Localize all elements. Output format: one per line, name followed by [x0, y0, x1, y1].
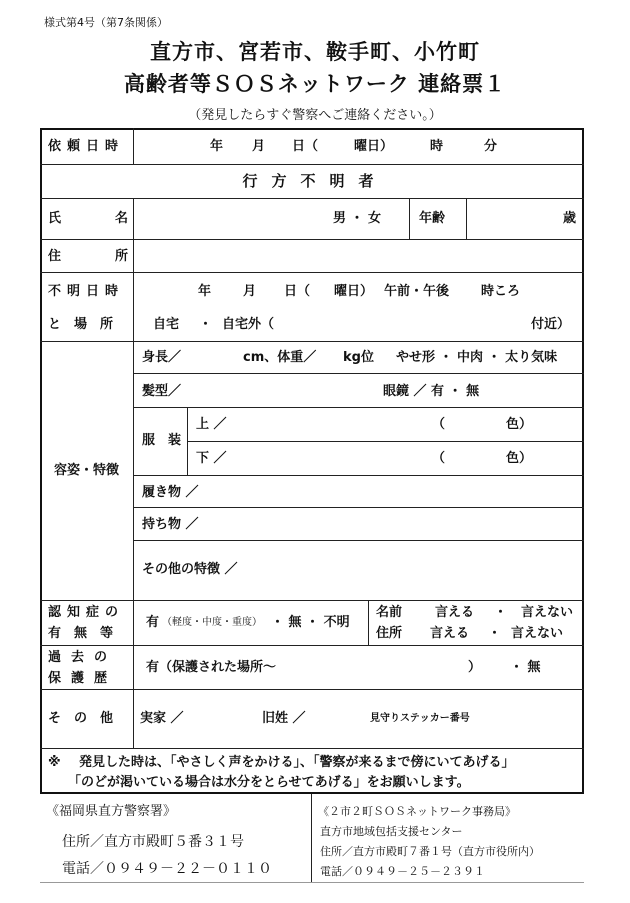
missing-place-label: と 場 所	[48, 317, 114, 332]
title-line-2: 高齢者等ＳＯＳネットワーク 連絡票１	[123, 72, 507, 96]
history-close: ）	[468, 660, 482, 675]
dementia-label-1: 認知症の	[48, 605, 125, 620]
network-center: 直方市地域包括支援センター	[320, 825, 463, 838]
divider	[409, 198, 410, 239]
divider	[40, 164, 584, 165]
sex-options: 男 ・ 女	[333, 211, 382, 226]
shoes-label: 履き物 ／	[142, 485, 199, 500]
request-minute: 分	[484, 139, 498, 154]
missing-outside: 自宅外（	[222, 317, 275, 332]
dementia-degree: （軽度・中度・重度）	[162, 617, 262, 628]
age-label: 年齢	[419, 211, 446, 226]
history-label-1: 過去の	[48, 650, 118, 665]
other-features-label: その他の特徴 ／	[142, 562, 238, 577]
divider	[133, 128, 134, 164]
hair-label: 髪型／	[142, 384, 182, 399]
police-address: 住所／直方市殿町５番３１号	[62, 834, 244, 850]
missing-weekday: 曜日）	[334, 284, 374, 299]
title-line-1: 直方市、宮若市、鞍手町、小竹町	[150, 40, 480, 64]
top-paren: （	[432, 417, 446, 432]
dementia-none-unknown: ・ 無 ・ 不明	[271, 615, 350, 630]
request-weekday: 曜日）	[354, 139, 394, 154]
address-knowledge-label: 住所	[376, 626, 403, 641]
network-name: 《２市２町ＳＯＳネットワーク事務局》	[318, 805, 516, 818]
divider	[133, 540, 584, 541]
missing-day: 日（	[284, 284, 311, 299]
divider	[133, 507, 584, 508]
divider	[187, 441, 584, 442]
network-address: 住所／直方市殿町７番１号（直方市役所内）	[320, 845, 540, 858]
divider	[40, 600, 584, 601]
divider	[133, 407, 584, 408]
belongings-label: 持ち物 ／	[142, 517, 199, 532]
clothes-bottom: 下 ／	[196, 451, 227, 466]
divider	[40, 198, 584, 199]
bottom-color: 色）	[506, 451, 533, 466]
missing-year: 年	[198, 284, 212, 299]
top-color: 色）	[506, 417, 533, 432]
history-label-2: 保護歴	[48, 671, 118, 686]
note-line-2: 「のどが渇いている場合は水分をとらせてあげる」をお願いします。	[68, 775, 470, 790]
network-phone: 電話／０９４９－２５－２３９１	[320, 865, 485, 878]
note-mark: ※	[48, 755, 61, 770]
former-name: 旧姓 ／	[262, 711, 306, 726]
name-can: 言える	[435, 605, 475, 620]
bottom-paren: （	[432, 451, 446, 466]
form-table	[40, 128, 584, 794]
kg-unit: kg位	[343, 350, 374, 365]
divider	[466, 198, 467, 239]
request-month: 月	[252, 139, 266, 154]
divider	[40, 272, 584, 273]
divider	[40, 689, 584, 690]
divider	[133, 198, 134, 748]
divider	[311, 794, 312, 882]
height-label: 身長／	[142, 350, 182, 365]
missing-home: 自宅	[153, 317, 180, 332]
name-dot: ・	[494, 605, 508, 620]
address-dot: ・	[488, 626, 502, 641]
name-knowledge-label: 名前	[376, 605, 403, 620]
age-unit: 歳	[563, 211, 577, 226]
name-label-a: 氏	[48, 211, 62, 226]
appearance-label: 容姿・特徴	[54, 463, 120, 478]
address-label-a: 住	[48, 249, 62, 264]
divider	[133, 373, 584, 374]
address-can: 言える	[430, 626, 470, 641]
name-cannot: 言えない	[521, 605, 574, 620]
divider	[133, 475, 584, 476]
note-line-1: 発見した時は、「やさしく声をかける」、「警察が来るまで傍にいてあげる」	[79, 755, 515, 770]
request-year: 年	[210, 139, 224, 154]
address-label-b: 所	[115, 249, 129, 264]
glasses-options: 眼鏡 ／ 有 ・ 無	[383, 384, 480, 399]
missing-ampm: 午前・午後	[384, 284, 450, 299]
build-options: やせ形 ・ 中肉 ・ 太り気味	[396, 350, 558, 365]
divider	[40, 882, 584, 883]
police-name: 《福岡県直方警察署》	[46, 804, 177, 819]
other-label: そ の 他	[48, 711, 114, 726]
address-cannot: 言えない	[511, 626, 564, 641]
dementia-label-2: 有 無 等	[48, 626, 114, 641]
family-home: 実家 ／	[140, 711, 184, 726]
request-day: 日（	[292, 139, 319, 154]
clothes-top: 上 ／	[196, 417, 227, 432]
request-date-label: 依頼日時	[48, 139, 125, 154]
name-label-b: 名	[115, 211, 129, 226]
clothes-label: 服 装	[142, 433, 182, 448]
missing-datetime-label: 不明日時	[48, 284, 125, 299]
dementia-has: 有	[146, 615, 160, 630]
divider	[40, 341, 584, 342]
history-protected: 有（保護された場所～	[146, 660, 277, 675]
weight-label: cm、体重／	[243, 350, 317, 365]
sticker-number: 見守りステッカー番号	[370, 713, 470, 724]
divider	[40, 748, 584, 749]
form-number: 様式第4号（第7条関係）	[44, 16, 168, 29]
divider	[187, 407, 188, 475]
police-phone: 電話／０９４９－２２－０１１０	[62, 861, 272, 877]
divider	[40, 239, 584, 240]
divider	[368, 600, 369, 645]
history-none: ・ 無	[510, 660, 541, 675]
missing-near: 付近）	[531, 317, 571, 332]
notice: （発見したらすぐ警察へご連絡ください。）	[188, 108, 442, 123]
missing-month: 月	[243, 284, 257, 299]
divider	[40, 645, 584, 646]
missing-time: 時ころ	[481, 284, 521, 299]
request-hour: 時	[430, 139, 444, 154]
section-title: 行方不明者	[242, 172, 388, 190]
missing-dot: ・	[199, 317, 213, 332]
